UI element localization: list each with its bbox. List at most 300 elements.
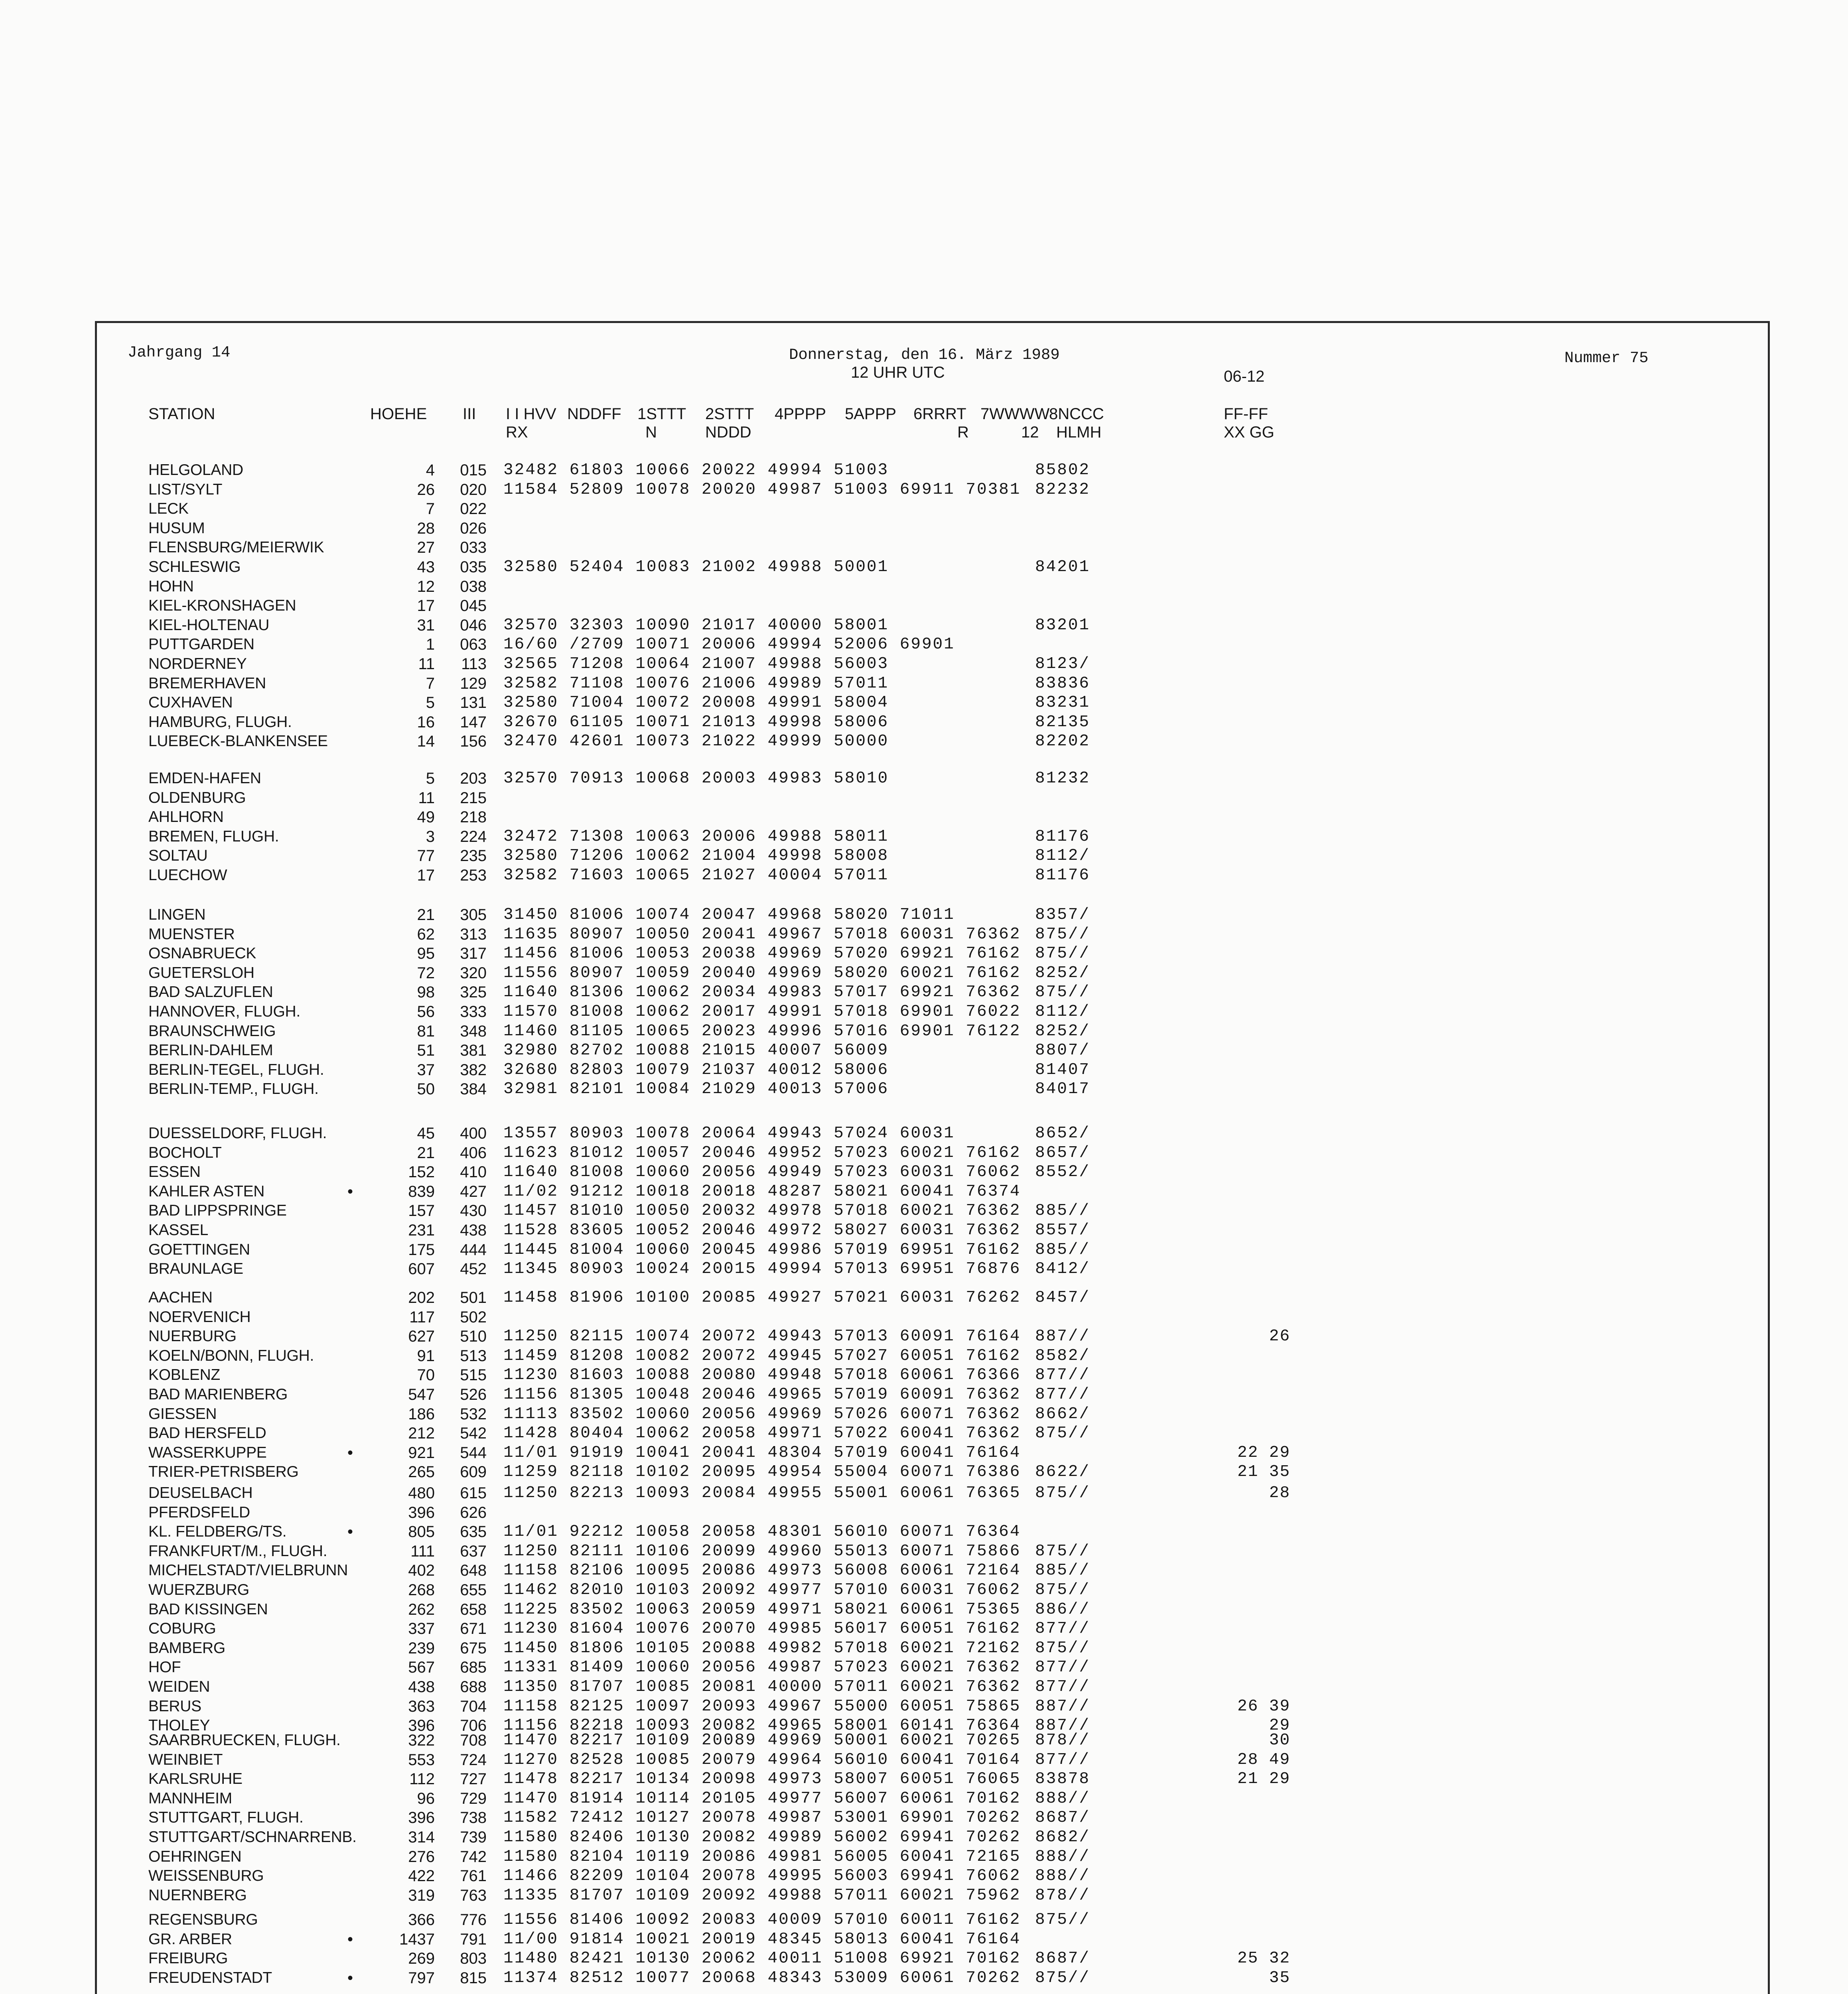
cloud-group: 81407 [1035, 1061, 1091, 1079]
station-height: 17 [417, 597, 435, 615]
station-name: LINGEN [148, 906, 206, 923]
synop-groups: 11331 81409 10060 20056 49987 57023 60021 76362 [503, 1658, 1021, 1677]
col-station: STATION [148, 405, 215, 423]
synop-groups: 11/00 91814 10021 20019 48345 58013 60041 76164 [503, 1930, 1021, 1949]
station-name: SCHLESWIG [148, 558, 241, 575]
station-height: 480 [408, 1484, 435, 1502]
station-index: 655 [460, 1581, 487, 1599]
station-height: 96 [417, 1790, 435, 1807]
station-height: 152 [408, 1163, 435, 1181]
cloud-group: 8357/ [1035, 906, 1091, 924]
station-index: 515 [460, 1366, 487, 1384]
synop-groups: 11623 81012 10057 20046 49952 57023 60021 76162 [503, 1144, 1021, 1162]
station-name: FREIBURG [148, 1950, 228, 1967]
station-height: 43 [417, 558, 435, 576]
station-name: BERLIN-DAHLEM [148, 1042, 273, 1059]
station-name: BERLIN-TEGEL, FLUGH. [148, 1061, 324, 1078]
station-index: 035 [460, 558, 487, 576]
station-name: PFERDSFELD [148, 1504, 250, 1521]
synop-groups: 11456 81006 10053 20038 49969 57020 69921 76162 [503, 944, 1021, 963]
station-name: LIST/SYLT [148, 481, 223, 498]
station-height: 921 [408, 1444, 435, 1462]
cloud-group: 875// [1035, 1911, 1091, 1929]
cloud-group: 885// [1035, 1561, 1091, 1580]
station-name: WEINBIET [148, 1751, 223, 1768]
station-height: 112 [409, 1770, 435, 1788]
cloud-group: 875// [1035, 1424, 1091, 1442]
station-index: 218 [460, 808, 487, 826]
station-height: 175 [408, 1241, 435, 1259]
gust-values: 21 29 [1237, 1770, 1290, 1788]
station-height: 111 [410, 1543, 435, 1560]
col-1-top: I I HVV [506, 405, 556, 423]
station-name: BAMBERG [148, 1639, 225, 1657]
station-index: 803 [460, 1950, 487, 1967]
synop-groups: 11582 72412 10127 20078 49987 53001 69901 70262 [503, 1809, 1021, 1827]
station-index: 215 [460, 789, 487, 807]
station-height: 363 [408, 1698, 435, 1715]
synop-groups: 11457 81010 10050 20032 49978 57018 60021 76362 [503, 1202, 1021, 1220]
synop-groups: 11113 83502 10060 20056 49969 57026 60071 76362 [503, 1405, 1021, 1423]
cloud-group: 8252/ [1035, 964, 1091, 982]
station-name: KL. FELDBERG/TS. [148, 1523, 287, 1540]
col-6-top: 5APPP [845, 405, 896, 423]
station-name: COBURG [148, 1620, 216, 1637]
synop-groups: 32582 71603 10065 21027 40004 57011 [503, 866, 889, 885]
synop-groups: 32580 71206 10062 21004 49998 58008 [503, 847, 889, 865]
station-height: 28 [417, 520, 435, 537]
station-name: NOERVENICH [148, 1308, 251, 1326]
station-index: 022 [460, 500, 487, 518]
synop-groups: 32570 32303 10090 21017 40000 58001 [503, 616, 889, 634]
station-name: FRANKFURT/M., FLUGH. [148, 1543, 327, 1560]
station-height: 402 [408, 1562, 435, 1579]
cloud-group: 83836 [1035, 674, 1091, 693]
station-height: 31 [417, 617, 435, 634]
station-height: 51 [417, 1042, 435, 1059]
gust-values: 22 29 [1237, 1444, 1290, 1462]
station-name: DUESSELDORF, FLUGH. [148, 1125, 327, 1142]
station-index: 761 [460, 1867, 487, 1885]
station-name: TRIER-PETRISBERG [148, 1463, 299, 1480]
station-height: 3 [426, 828, 435, 845]
cloud-group: 877// [1035, 1751, 1091, 1769]
synop-groups: 11640 81008 10060 20056 49949 57023 60031 76062 [503, 1163, 1021, 1181]
cloud-group: 8123/ [1035, 655, 1091, 673]
mountain-station-mark: • [347, 1969, 353, 1987]
station-height: 607 [408, 1260, 435, 1278]
col-8-bottom: 12 [1021, 424, 1039, 441]
station-index: 626 [460, 1504, 487, 1521]
station-height: 7 [426, 675, 435, 692]
station-height: 72 [417, 964, 435, 982]
station-index: 688 [460, 1678, 487, 1696]
cloud-group: 82135 [1035, 713, 1091, 731]
station-name: GOETTINGEN [148, 1241, 250, 1258]
cloud-group: 84017 [1035, 1080, 1091, 1098]
station-index: 156 [460, 733, 487, 750]
station-name: OEHRINGEN [148, 1848, 242, 1865]
cloud-group: 8552/ [1035, 1163, 1091, 1181]
station-height: 12 [417, 578, 435, 595]
cloud-group: 83878 [1035, 1770, 1091, 1788]
col-3-top: 1STTT [637, 405, 686, 423]
station-name: BREMEN, FLUGH. [148, 828, 279, 845]
station-name: OLDENBURG [148, 789, 246, 806]
station-name: BAD LIPPSPRINGE [148, 1202, 287, 1219]
station-name: HANNOVER, FLUGH. [148, 1003, 300, 1020]
station-index: 510 [460, 1328, 487, 1345]
cloud-group: 887// [1035, 1327, 1091, 1346]
cloud-group: 877// [1035, 1385, 1091, 1404]
station-height: 337 [408, 1620, 435, 1637]
station-index: 235 [460, 847, 487, 865]
station-height: 202 [408, 1289, 435, 1306]
cloud-group: 81176 [1035, 828, 1091, 846]
station-name: BOCHOLT [148, 1144, 222, 1161]
cloud-group: 875// [1035, 1639, 1091, 1657]
synop-groups: 11570 81008 10062 20017 49991 57018 69901 76022 [503, 1003, 1021, 1021]
cloud-group: 8582/ [1035, 1347, 1091, 1365]
station-height: 322 [408, 1732, 435, 1749]
station-height: 21 [417, 906, 435, 924]
synop-groups: 11225 83502 10063 20059 49971 58021 60061 75365 [503, 1600, 1021, 1619]
col-7-top: 6RRRT [913, 405, 966, 423]
synop-groups: 11584 52809 10078 20020 49987 51003 69911 70381 [503, 481, 1021, 499]
station-name: CUXHAVEN [148, 694, 233, 711]
synop-groups: 32580 52404 10083 21002 49988 50001 [503, 558, 889, 576]
station-name: KIEL-HOLTENAU [148, 617, 270, 634]
cloud-group: 877// [1035, 1678, 1091, 1696]
station-name: HUSUM [148, 520, 205, 537]
cloud-group: 877// [1035, 1658, 1091, 1677]
station-index: 129 [460, 675, 487, 692]
cloud-group: 8112/ [1035, 1003, 1091, 1021]
gust-values: 26 [1269, 1327, 1290, 1346]
station-height: 366 [408, 1911, 435, 1929]
cloud-group: 875// [1035, 1581, 1091, 1599]
synop-groups: 11230 81604 10076 20070 49985 56017 60051 76162 [503, 1620, 1021, 1638]
station-index: 427 [460, 1183, 487, 1200]
station-name: BRAUNLAGE [148, 1260, 243, 1277]
station-index: 501 [460, 1289, 487, 1306]
station-index: 203 [460, 770, 487, 787]
synop-groups: 32482 61803 10066 20022 49994 51003 [503, 461, 889, 479]
station-height: 438 [408, 1678, 435, 1696]
synop-groups: 11250 82213 10093 20084 49955 55001 60061 76365 [503, 1484, 1021, 1502]
synop-groups: 11462 82010 10103 20092 49977 57010 60031 76062 [503, 1581, 1021, 1599]
station-height: 62 [417, 926, 435, 943]
synop-groups: 11345 80903 10024 20015 49994 57013 69951 76876 [503, 1260, 1021, 1278]
station-name: AACHEN [148, 1289, 213, 1306]
station-index: 026 [460, 520, 487, 537]
station-name: WUERZBURG [148, 1581, 249, 1598]
synop-groups: 11/01 91919 10041 20041 48304 57019 60041 76164 [503, 1444, 1021, 1462]
gust-values: 26 39 [1237, 1697, 1290, 1716]
synop-groups: 11270 82528 10085 20079 49964 56010 60041 70164 [503, 1751, 1021, 1769]
station-index: 739 [460, 1828, 487, 1846]
cloud-group: 82232 [1035, 481, 1091, 499]
synop-groups: 11556 80907 10059 20040 49969 58020 60021 76162 [503, 964, 1021, 982]
mountain-station-mark: • [347, 1523, 353, 1541]
station-index: 729 [460, 1790, 487, 1807]
cloud-group: 83201 [1035, 616, 1091, 634]
station-index: 452 [460, 1260, 487, 1278]
synop-groups: 32680 82803 10079 21037 40012 58006 [503, 1061, 889, 1079]
col-4-top: 2STTT [705, 405, 754, 423]
gust-values: 28 [1269, 1484, 1290, 1502]
station-name: BREMERHAVEN [148, 675, 266, 692]
station-height: 231 [408, 1222, 435, 1239]
station-height: 5 [426, 694, 435, 711]
synop-groups: 13557 80903 10078 20064 49943 57024 60031 [503, 1124, 955, 1143]
station-height: 319 [408, 1887, 435, 1904]
station-height: 56 [417, 1003, 435, 1021]
station-height: 81 [417, 1023, 435, 1040]
cloud-group: 888// [1035, 1867, 1091, 1885]
cloud-group: 888// [1035, 1789, 1091, 1808]
station-index: 147 [460, 713, 487, 731]
station-name: KAHLER ASTEN [148, 1183, 265, 1200]
station-height: 17 [417, 867, 435, 884]
mountain-station-mark: • [347, 1931, 353, 1948]
station-index: 708 [460, 1732, 487, 1749]
station-index: 320 [460, 964, 487, 982]
cloud-group: 875// [1035, 983, 1091, 1001]
station-height: 91 [417, 1347, 435, 1365]
synop-groups: 11428 80404 10062 20058 49971 57022 60041 76362 [503, 1424, 1021, 1442]
cloud-group: 8622/ [1035, 1463, 1091, 1481]
cloud-group: 886// [1035, 1600, 1091, 1619]
col-5-top: 4PPPP [775, 405, 826, 423]
gust-values: 35 [1269, 1969, 1290, 1987]
synop-groups: 11158 82125 10097 20093 49967 55000 60051 75865 [503, 1697, 1021, 1716]
synop-groups: 11250 82111 10106 20099 49960 55013 60071 75866 [503, 1542, 1021, 1561]
station-name: THOLEY [148, 1717, 210, 1734]
station-name: STUTTGART/SCHNARRENB. [148, 1828, 357, 1846]
station-index: 671 [460, 1620, 487, 1637]
station-height: 265 [408, 1463, 435, 1481]
synop-groups: 32470 42601 10073 21022 49999 50000 [503, 732, 889, 751]
station-index: 513 [460, 1347, 487, 1365]
station-name: HOF [148, 1659, 181, 1676]
synop-groups: 32582 71108 10076 21006 49989 57011 [503, 674, 889, 693]
station-height: 1437 [399, 1931, 435, 1948]
gust-values: 28 49 [1237, 1751, 1290, 1769]
synop-groups: 11528 83605 10052 20046 49972 58027 60031 76362 [503, 1221, 1021, 1239]
station-height: 212 [408, 1425, 435, 1442]
synop-groups: 32670 61105 10071 21013 49998 58006 [503, 713, 889, 731]
station-name: MANNHEIM [148, 1790, 232, 1807]
cloud-group: 8807/ [1035, 1041, 1091, 1060]
col-extra-bottom: XX GG [1224, 424, 1274, 441]
station-height: 547 [408, 1386, 435, 1403]
station-name: KOBLENZ [148, 1366, 220, 1383]
col-iii: III [463, 405, 476, 423]
gust-values: 29 [1269, 1716, 1290, 1735]
gust-values: 30 [1269, 1731, 1290, 1750]
synop-groups: 11470 82217 10109 20089 49969 50001 60021 70265 [503, 1731, 1021, 1750]
cloud-group: 875// [1035, 1484, 1091, 1502]
volume-label: Jahrgang 14 [128, 344, 231, 361]
synop-groups: 11230 81603 10088 20080 49948 57018 60061 76366 [503, 1366, 1021, 1384]
station-height: 396 [408, 1717, 435, 1734]
cloud-group: 8652/ [1035, 1124, 1091, 1143]
station-index: 410 [460, 1163, 487, 1181]
station-height: 11 [418, 789, 435, 807]
synop-groups: 11350 81707 10085 20081 40000 57011 60021 76362 [503, 1678, 1021, 1696]
mountain-station-mark: • [347, 1183, 353, 1200]
station-index: 444 [460, 1241, 487, 1259]
station-index: 381 [460, 1042, 487, 1059]
station-height: 839 [408, 1183, 435, 1200]
station-index: 430 [460, 1202, 487, 1220]
synop-groups: 11556 81406 10092 20083 40009 57010 60011 76162 [503, 1911, 1021, 1929]
cloud-group: 83231 [1035, 694, 1091, 712]
cloud-group: 888// [1035, 1848, 1091, 1866]
station-name: FREUDENSTADT [148, 1969, 272, 1986]
station-name: GUETERSLOH [148, 964, 254, 981]
station-index: 313 [460, 926, 487, 943]
station-index: 675 [460, 1639, 487, 1657]
station-index: 704 [460, 1698, 487, 1715]
station-index: 776 [460, 1911, 487, 1929]
station-name: KOELN/BONN, FLUGH. [148, 1347, 314, 1364]
station-index: 131 [460, 694, 487, 711]
station-name: WEIDEN [148, 1678, 210, 1695]
station-name: OSNABRUECK [148, 945, 256, 962]
station-height: 627 [408, 1328, 435, 1345]
station-index: 724 [460, 1751, 487, 1769]
station-index: 738 [460, 1809, 487, 1827]
station-height: 21 [417, 1144, 435, 1162]
station-index: 763 [460, 1887, 487, 1904]
station-index: 020 [460, 481, 487, 498]
synop-groups: 11580 82104 10119 20086 49981 56005 60041 72165 [503, 1848, 1021, 1866]
station-index: 253 [460, 867, 487, 884]
station-index: 815 [460, 1969, 487, 1987]
station-height: 157 [408, 1202, 435, 1220]
station-name: NUERBURG [148, 1328, 237, 1345]
synop-groups: 11460 81105 10065 20023 49996 57016 69901 76122 [503, 1022, 1021, 1040]
station-index: 742 [460, 1848, 487, 1866]
issue-number: Nummer 75 [1564, 349, 1649, 367]
station-name: ESSEN [148, 1163, 201, 1180]
cloud-group: 887// [1035, 1697, 1091, 1716]
cloud-group: 8112/ [1035, 847, 1091, 865]
station-index: 727 [460, 1770, 487, 1788]
station-name: LUEBECK-BLANKENSEE [148, 733, 328, 750]
station-index: 384 [460, 1080, 487, 1098]
station-index: 038 [460, 578, 487, 595]
synop-groups: 11459 81208 10082 20072 49945 57027 60051 76162 [503, 1347, 1021, 1365]
station-name: WEISSENBURG [148, 1867, 264, 1884]
synop-groups: 31450 81006 10074 20047 49968 58020 71011 [503, 906, 955, 924]
station-height: 805 [408, 1523, 435, 1541]
cloud-group: 878// [1035, 1886, 1091, 1905]
station-height: 262 [408, 1601, 435, 1618]
station-name: HAMBURG, FLUGH. [148, 713, 292, 731]
station-height: 269 [408, 1950, 435, 1967]
station-name: NORDERNEY [148, 655, 247, 672]
station-index: 544 [460, 1444, 487, 1462]
station-index: 615 [460, 1484, 487, 1502]
station-name: SOLTAU [148, 847, 208, 864]
station-index: 063 [460, 636, 487, 653]
station-index: 609 [460, 1463, 487, 1481]
synop-groups: 32580 71004 10072 20008 49991 58004 [503, 694, 889, 712]
station-height: 567 [408, 1659, 435, 1676]
station-index: 685 [460, 1659, 487, 1676]
col-1-bottom: RX [506, 424, 528, 441]
cloud-group: 82202 [1035, 732, 1091, 751]
cloud-group: 8682/ [1035, 1828, 1091, 1846]
col-height: HOEHE [370, 405, 427, 423]
station-index: 648 [460, 1562, 487, 1579]
station-index: 635 [460, 1523, 487, 1541]
station-height: 98 [417, 983, 435, 1001]
station-index: 325 [460, 983, 487, 1001]
station-name: DEUSELBACH [148, 1484, 253, 1501]
synop-groups: 11156 81305 10048 20046 49965 57019 60091 76362 [503, 1385, 1021, 1404]
station-index: 400 [460, 1125, 487, 1142]
synop-groups: 11445 81004 10060 20045 49986 57019 69951 76162 [503, 1241, 1021, 1259]
cloud-group: 8252/ [1035, 1022, 1091, 1040]
station-name: KIEL-KRONSHAGEN [148, 597, 296, 614]
station-name: LECK [148, 500, 189, 517]
station-index: 637 [460, 1543, 487, 1560]
station-name: BAD MARIENBERG [148, 1386, 288, 1403]
station-height: 7 [426, 500, 435, 518]
mountain-station-mark: • [347, 1444, 353, 1462]
station-index: 406 [460, 1144, 487, 1162]
station-index: 502 [460, 1308, 487, 1326]
station-index: 305 [460, 906, 487, 924]
synop-groups: 32981 82101 10084 21029 40013 57006 [503, 1080, 889, 1098]
station-name: BRAUNSCHWEIG [148, 1023, 276, 1040]
cloud-group: 8557/ [1035, 1221, 1091, 1239]
station-height: 314 [408, 1828, 435, 1846]
station-height: 239 [408, 1639, 435, 1657]
synop-groups: 32472 71308 10063 20006 49988 58011 [503, 828, 889, 846]
station-name: NUERNBERG [148, 1887, 247, 1904]
station-height: 14 [417, 733, 435, 750]
col-3-bottom: N [645, 424, 657, 441]
station-name: BERUS [148, 1698, 201, 1715]
station-name: HOHN [148, 578, 194, 595]
synop-groups: 11259 82118 10102 20095 49954 55004 60071 76386 [503, 1463, 1021, 1481]
station-name: MUENSTER [148, 926, 235, 943]
cloud-group: 875// [1035, 1969, 1091, 1987]
synop-groups: 11466 82209 10104 20078 49995 56003 69941 76062 [503, 1867, 1021, 1885]
gust-values: 21 35 [1237, 1463, 1290, 1481]
station-index: 033 [460, 539, 487, 556]
station-index: 542 [460, 1425, 487, 1442]
col-2-top: NDDFF [567, 405, 621, 423]
station-height: 45 [417, 1125, 435, 1142]
synop-groups: 11458 81906 10100 20085 49927 57021 60031 76262 [503, 1289, 1021, 1307]
synop-groups: 11480 82421 10130 20062 40011 51008 69921 70162 [503, 1949, 1021, 1968]
station-name: MICHELSTADT/VIELBRUNN [148, 1562, 348, 1579]
synop-groups: 11335 81707 10109 20092 49988 57011 60021 75962 [503, 1886, 1021, 1905]
station-index: 045 [460, 597, 487, 615]
station-name: REGENSBURG [148, 1911, 258, 1928]
col-4-bottom: NDDD [705, 424, 751, 441]
station-height: 422 [408, 1867, 435, 1885]
station-height: 553 [408, 1751, 435, 1769]
cloud-group: 875// [1035, 1542, 1091, 1561]
cloud-group: 877// [1035, 1366, 1091, 1384]
